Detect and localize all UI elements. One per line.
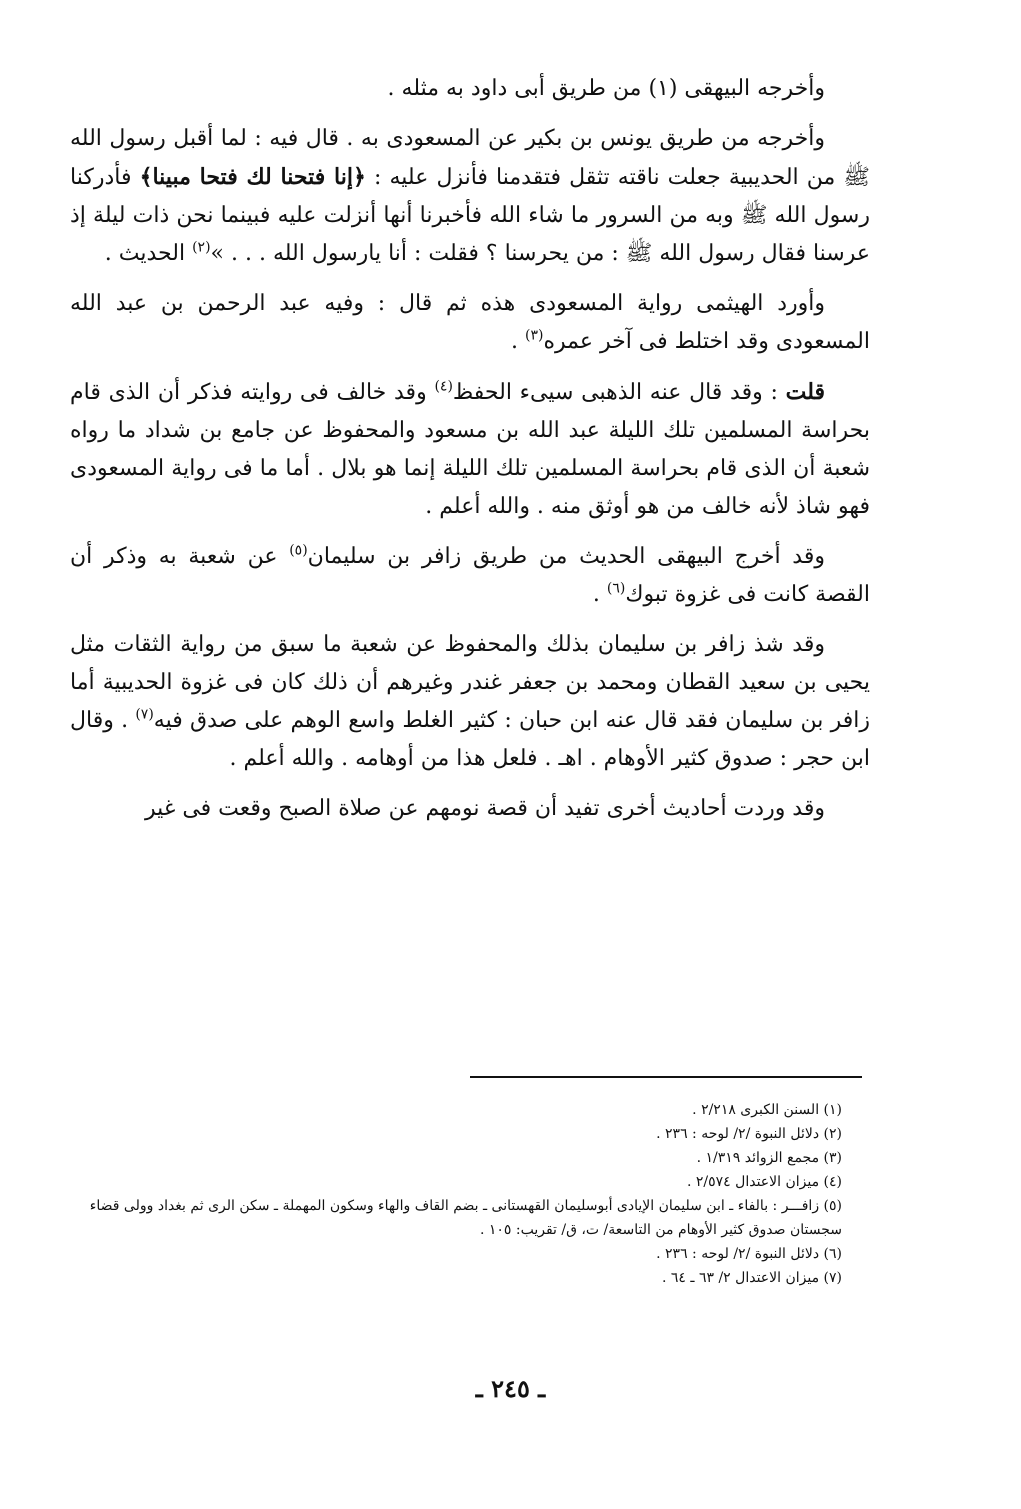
- footnote-5: (٥) زافـــر : بالفاء ـ ابن سليمان الإيادى أبوسليمان القهستانى ـ بضم القاف والهاء وسكون المهملة ـ سكن الرى ثم بغداد وولى قضاء سجستان صدوق كثير الأوهام من التاسعة/ ت، ق/ تقريب: ١٠٥ .: [89, 1198, 842, 1238]
- paragraph-4-lead: قلت: [785, 379, 825, 405]
- paragraph-5-text-b: عن شعبة به وذكر أن القصة كانت فى غزوة تبوك: [70, 544, 870, 607]
- footnote-1: (١) السنن الكبرى ٢/٢١٨ .: [692, 1102, 842, 1118]
- footnote-ref-2: (٢): [192, 239, 211, 256]
- paragraph-6-text-a: وقد شذ زافر بن سليمان بذلك والمحفوظ عن شعبة ما سبق من رواية الثقات مثل يحيى بن سعيد القطان ومحمد بن جعفر غندر وغيرهم أن ذلك كان فى غزوة الحديبية أما زافر بن سليمان فقد قال عنه ابن حبان : كثير الغلط واسع الوهم على صدق فيه: [70, 632, 870, 733]
- paragraph-6: [70, 626, 870, 778]
- paragraph-7: وقد وردت أحاديث أخرى تفيد أن قصة نومهم عن صلاة الصبح وقعت فى غير: [145, 796, 825, 821]
- paragraph-5-text-a: وقد أخرج البيهقى الحديث من طريق زافر بن سليمان: [307, 544, 825, 569]
- footnote-separator: [470, 1076, 862, 1078]
- footnote-4: (٤) ميزان الاعتدال ٢/٥٧٤ .: [687, 1174, 842, 1190]
- paragraph-5: [70, 538, 870, 614]
- paragraph-2: [70, 120, 870, 273]
- footnote-ref-3: (٣): [524, 327, 544, 344]
- paragraph-4-text-a: : وقد قال عنه الذهبى سيىء الحفظ: [452, 380, 786, 405]
- paragraph-3-text-b: .: [510, 329, 525, 354]
- paragraph-4: [70, 373, 870, 526]
- footnote-6: (٦) دلائل النبوة /٢/ لوحه : ٢٣٦ .: [656, 1246, 842, 1262]
- quran-verse: ﴿إنا فتحنا لك فتحا مبينا﴾: [139, 164, 366, 190]
- paragraph-5-text-c: .: [592, 582, 607, 607]
- paragraph-2-text-c: الحديث .: [104, 241, 193, 266]
- paragraph-3-text-a: وأورد الهيثمى رواية المسعودى هذه ثم قال : وفيه عبد الرحمن بن عبد الله المسعودى وقد اختلط فى آخر عمره: [70, 291, 870, 354]
- footnote-7: (٧) ميزان الاعتدال ٢/ ٦٣ ـ ٦٤ .: [661, 1270, 842, 1286]
- main-text: [70, 70, 870, 840]
- footnote-ref-5: (٥): [289, 542, 308, 559]
- footnote-3: (٣) مجمع الزوائد ١/٣١٩ .: [696, 1150, 842, 1166]
- paragraph-1: وأخرجه البيهقى (١) من طريق أبى داود به مثله .: [387, 76, 825, 101]
- footnote-ref-7: (٧): [135, 706, 154, 723]
- paragraph-3: [70, 285, 870, 361]
- footnote-ref-6: (٦): [606, 580, 626, 597]
- paragraph-6-text-b: . وقال ابن حجر : صدوق كثير الأوهام . اهـ . فلعل هذا من أوهامه . والله أعلم .: [70, 708, 870, 771]
- footnote-ref-4: (٤): [434, 378, 453, 395]
- footnote-2: (٢) دلائل النبوة /٢/ لوحه : ٢٣٦ .: [656, 1126, 842, 1142]
- paragraph-2-text-a: وأخرجه من طريق يونس بن بكير عن المسعودى به . قال فيه : لما أقبل رسول الله ﷺ من الحديبية جعلت ناقته تثقل فتقدمنا فأنزل عليه :: [70, 126, 870, 190]
- footnotes: [70, 1098, 870, 1290]
- paragraph-2-text-b: فأدركنا رسول الله ﷺ وبه من السرور ما شاء الله فأخبرنا أنها أنزلت عليه فبينما نحن ذات ليلة إذ عرسنا فقال رسول الله ﷺ : من يحرسنا ؟ فقلت : أنا يارسول الله . . . »: [70, 165, 870, 266]
- paragraph-4-text-b: وقد خالف فى روايته فذكر أن الذى قام بحراسة المسلمين تلك الليلة عبد الله بن مسعود والمحفوظ عن جامع بن شداد ما رواه شعبة أن الذى قام بحراسة المسلمين تلك الليلة إنما هو بلال . أما ما فى رواية المسعودى فهو شاذ لأنه خالف من هو أوثق منه . والله أعلم .: [70, 380, 870, 519]
- page-number: ـ ٢٤٥ ـ: [475, 1374, 546, 1403]
